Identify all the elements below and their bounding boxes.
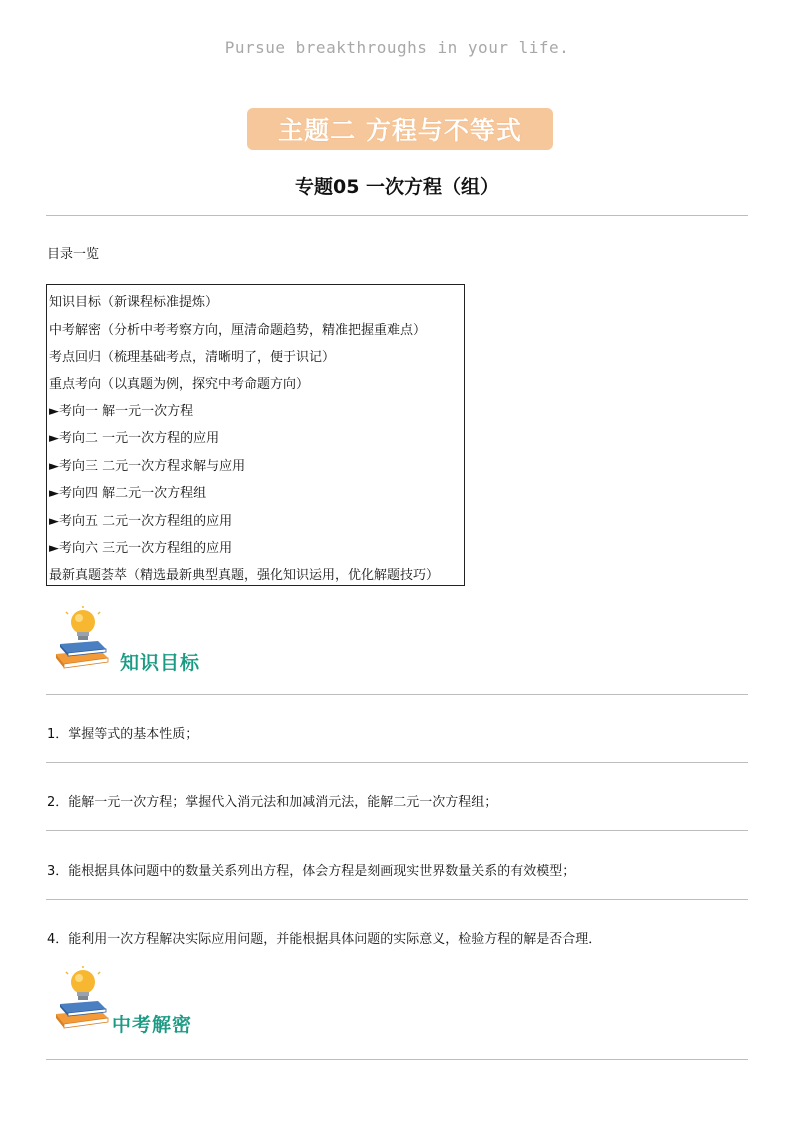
toc-heading: 目录一览 (47, 247, 100, 262)
objective-item: 2．能解一元一次方程；掌握代入消元法和加减消元法，能解二元一次方程组； (47, 795, 498, 810)
toc-box (46, 284, 465, 586)
toc-item[interactable]: ►考向五 二元一次方程组的应用 (49, 514, 233, 529)
toc-item[interactable]: 知识目标（新课程标准提炼） (49, 295, 219, 310)
theme-banner (247, 108, 553, 150)
lightbulb-books-icon (52, 966, 114, 1034)
divider (46, 1059, 748, 1060)
toc-item[interactable]: ►考向一 解一元一次方程 (49, 404, 194, 419)
section-exam-header (52, 966, 252, 1038)
theme-banner-text: 主题二 方程与不等式 (278, 116, 522, 145)
toc-item[interactable]: 最新真题荟萃（精选最新典型真题，强化知识运用，优化解题技巧） (49, 568, 440, 583)
toc-item[interactable]: ►考向二 一元一次方程的应用 (49, 431, 220, 446)
section-objectives-header (52, 606, 252, 678)
toc-item[interactable]: ►考向六 三元一次方程组的应用 (49, 541, 233, 556)
divider (46, 830, 748, 831)
divider (46, 694, 748, 695)
toc-item[interactable]: 重点考向（以真题为例，探究中考命题方向） (49, 377, 310, 392)
divider (46, 215, 748, 216)
objective-item: 4．能利用一次方程解决实际应用问题，并能根据具体问题的实际意义，检验方程的解是否合理． (47, 932, 602, 947)
objective-item: 1．掌握等式的基本性质； (47, 727, 199, 742)
header-motto: Pursue breakthroughs in your life. (224, 38, 570, 57)
lightbulb-books-icon (52, 606, 114, 674)
page-title: 专题05 一次方程（组） (294, 176, 500, 198)
objective-item: 3．能根据具体问题中的数量关系列出方程，体会方程是刻画现实世界数量关系的有效模型； (47, 864, 576, 879)
toc-item[interactable]: 考点回归（梳理基础考点，清晰明了，便于识记） (49, 350, 336, 365)
toc-item[interactable]: ►考向三 二元一次方程求解与应用 (49, 459, 246, 474)
divider (46, 899, 748, 900)
divider (46, 762, 748, 763)
toc-item[interactable]: ►考向四 解二元一次方程组 (49, 486, 207, 501)
toc-item[interactable]: 中考解密（分析中考考察方向，厘清命题趋势，精准把握重难点） (49, 323, 427, 338)
section-title: 知识目标 (120, 652, 201, 674)
section-title: 中考解密 (112, 1014, 193, 1036)
